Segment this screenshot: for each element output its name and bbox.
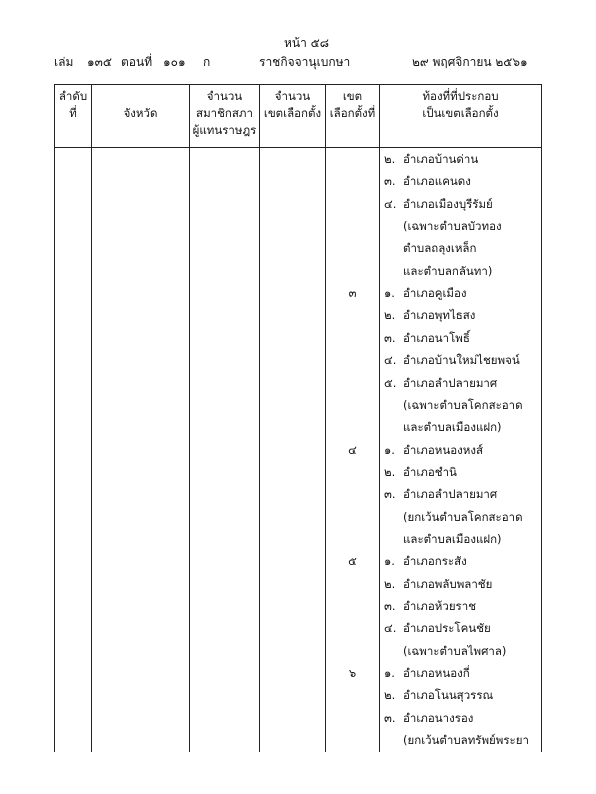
item-number: ๓. (384, 599, 396, 613)
area-text: อำเภอลำปลายมาศ (403, 375, 498, 390)
item-number: ๓. (384, 710, 396, 725)
item-number: ๑. (384, 286, 395, 301)
area-text: อำเภอกระสัง (403, 554, 467, 569)
area-text: และตำบลเมืองแฝก) (403, 420, 502, 435)
item-number: ๒. (384, 152, 396, 166)
item-number: ๔. (384, 353, 397, 368)
volume-label: เล่ม (54, 55, 74, 69)
area-text: อำเภอประโคนชัย (403, 621, 491, 636)
area-text: อำเภอห้วยราช (403, 599, 476, 613)
column-header-areas: ท้องที่ที่ประกอบ เป็นเขตเลือกตั้ง (422, 89, 499, 120)
item-number: ๔. (384, 196, 397, 211)
constituency-number: ๓ (348, 286, 357, 301)
area-text: อำเภอเมืองบุรีรัมย์ (403, 196, 493, 211)
column-header-constituency-count: จำนวน เขตเลือกตั้ง (263, 89, 322, 120)
issue-number: ๑๐๑ (163, 55, 186, 69)
area-text: (เฉพาะตำบลไพศาล) (403, 643, 507, 658)
area-text: อำเภอหนองหงส์ (403, 442, 483, 457)
area-text: (เฉพาะตำบลโคกสะอาด (403, 397, 523, 412)
area-text: อำเภอพลับพลาชัย (403, 576, 493, 591)
column-header-constituency-number: เขต เลือกตั้งที่ (329, 89, 376, 120)
item-number: ๓. (384, 330, 396, 345)
column-header-order: ลำดับ ที่ (58, 89, 88, 120)
gazette-name: ราชกิจจานุเบกษา (259, 55, 351, 69)
area-text: และตำบลเมืองแฝก) (403, 531, 502, 546)
area-text: อำเภอนางรอง (403, 710, 474, 725)
item-number: ๕. (384, 375, 397, 390)
area-text: อำเภอพุทไธสง (403, 308, 476, 323)
area-text: อำเภอบ้านด่าน (403, 152, 479, 166)
area-text: อำเภอคูเมือง (403, 286, 467, 301)
item-number: ๑. (384, 666, 395, 681)
item-number: ๓. (384, 487, 396, 502)
area-text: และตำบลกลันทา) (403, 263, 493, 278)
area-text: อำเภอแคนดง (403, 174, 471, 189)
item-number: ๑. (384, 442, 395, 457)
area-text: อำเภอลำปลายมาศ (403, 487, 498, 502)
area-text: (ยกเว้นตำบลโคกสะอาด (403, 509, 523, 524)
column-header-representatives: จำนวน สมาชิกสภา ผู้แทนราษฎร (192, 89, 257, 137)
constituency-number: ๖ (348, 666, 357, 681)
item-number: ๓. (384, 174, 396, 189)
issue-label: ตอนที่ (121, 55, 153, 69)
constituency-number: ๔ (348, 442, 357, 457)
item-number: ๑. (384, 554, 395, 569)
area-text: (ยกเว้นตำบลทรัพย์พระยา (403, 733, 529, 748)
constituency-number: ๕ (348, 554, 357, 569)
area-text: อำเภอบ้านใหม่ไชยพจน์ (403, 353, 520, 368)
area-text: อำเภอหนองกี่ (403, 666, 470, 681)
area-text: ตำบลถลุงเหล็ก (403, 241, 477, 256)
area-text: อำเภอชำนิ (403, 464, 457, 479)
area-text: อำเภอนาโพธิ์ (403, 330, 470, 345)
publication-date: ๒๙ พฤศจิกายน ๒๕๖๑ (412, 55, 528, 69)
item-number: ๒. (384, 576, 396, 591)
area-text: (เฉพาะตำบลบัวทอง (403, 219, 502, 234)
item-number: ๒. (384, 308, 396, 323)
item-number: ๒. (384, 464, 396, 479)
page-number: หน้า ๕๘ (284, 36, 330, 50)
item-number: ๔. (384, 621, 397, 636)
area-text: อำเภอโนนสุวรรณ (403, 688, 494, 703)
column-header-province: จังหวัด (123, 106, 158, 120)
volume-number: ๑๓๕ (87, 55, 112, 69)
item-number: ๒. (384, 688, 396, 703)
section-letter: ก (203, 55, 211, 69)
